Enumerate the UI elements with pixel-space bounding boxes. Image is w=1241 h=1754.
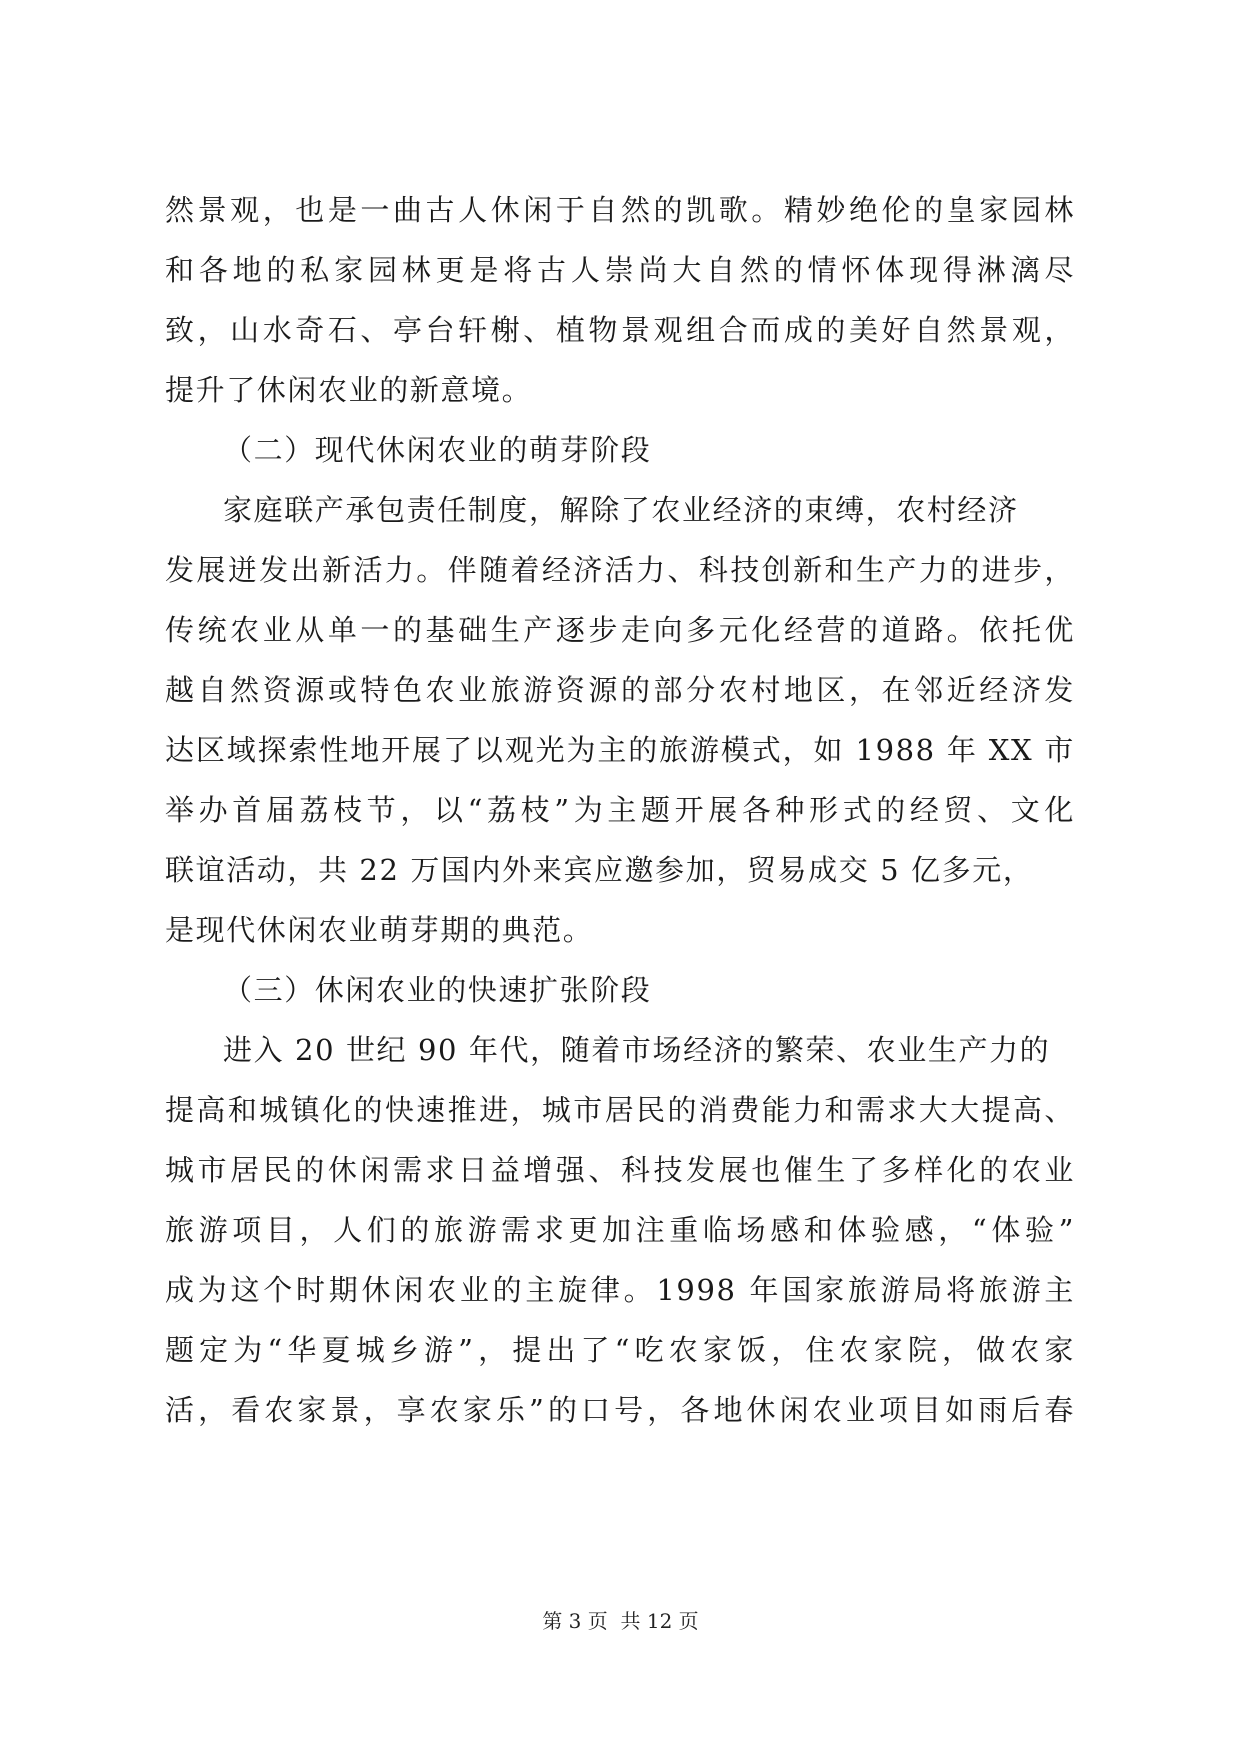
text-line: 成为这个时期休闲农业的主旋律。1998 年国家旅游局将旅游主 <box>165 1273 1075 1307</box>
page-footer <box>0 1608 1241 1634</box>
section-heading: （三）休闲农业的快速扩张阶段 <box>223 973 652 1007</box>
text-line: 城市居民的休闲需求日益增强、科技发展也催生了多样化的农业 <box>165 1153 1075 1187</box>
text-line: 是现代休闲农业萌芽期的典范。 <box>165 913 594 947</box>
text-line: 举办首届荔枝节，以“荔枝”为主题开展各种形式的经贸、文化 <box>165 793 1075 827</box>
text-line: 提高和城镇化的快速推进，城市居民的消费能力和需求大大提高、 <box>165 1093 1075 1127</box>
section-heading: （二）现代休闲农业的萌芽阶段 <box>223 433 652 467</box>
text-line: 越自然资源或特色农业旅游资源的部分农村地区，在邻近经济发 <box>165 673 1075 707</box>
text-line: 致，山水奇石、亭台轩榭、植物景观组合而成的美好自然景观， <box>165 313 1075 347</box>
page-number: 第 3 页 共 12 页 <box>542 1609 699 1633</box>
text-line: 和各地的私家园林更是将古人崇尚大自然的情怀体现得淋漓尽 <box>165 253 1075 287</box>
text-line: 然景观，也是一曲古人休闲于自然的凯歌。精妙绝伦的皇家园林 <box>165 193 1075 227</box>
text-line: 题定为“华夏城乡游”，提出了“吃农家饭，住农家院，做农家 <box>165 1333 1075 1367</box>
text-line: 家庭联产承包责任制度，解除了农业经济的束缚，农村经济 <box>223 493 1019 527</box>
text-line: 传统农业从单一的基础生产逐步走向多元化经营的道路。依托优 <box>165 613 1075 647</box>
text-line: 发展迸发出新活力。伴随着经济活力、科技创新和生产力的进步， <box>165 553 1075 587</box>
text-line: 联谊活动，共 22 万国内外来宾应邀参加，贸易成交 5 亿多元， <box>165 853 1034 887</box>
text-line: 旅游项目，人们的旅游需求更加注重临场感和体验感，“体验” <box>165 1213 1075 1247</box>
text-line: 活，看农家景，享农家乐”的口号，各地休闲农业项目如雨后春 <box>165 1393 1075 1427</box>
text-line: 达区域探索性地开展了以观光为主的旅游模式，如 1988 年 XX 市 <box>165 733 1075 767</box>
text-line: 进入 20 世纪 90 年代，随着市场经济的繁荣、农业生产力的 <box>223 1033 1051 1067</box>
text-line: 提升了休闲农业的新意境。 <box>165 373 533 407</box>
